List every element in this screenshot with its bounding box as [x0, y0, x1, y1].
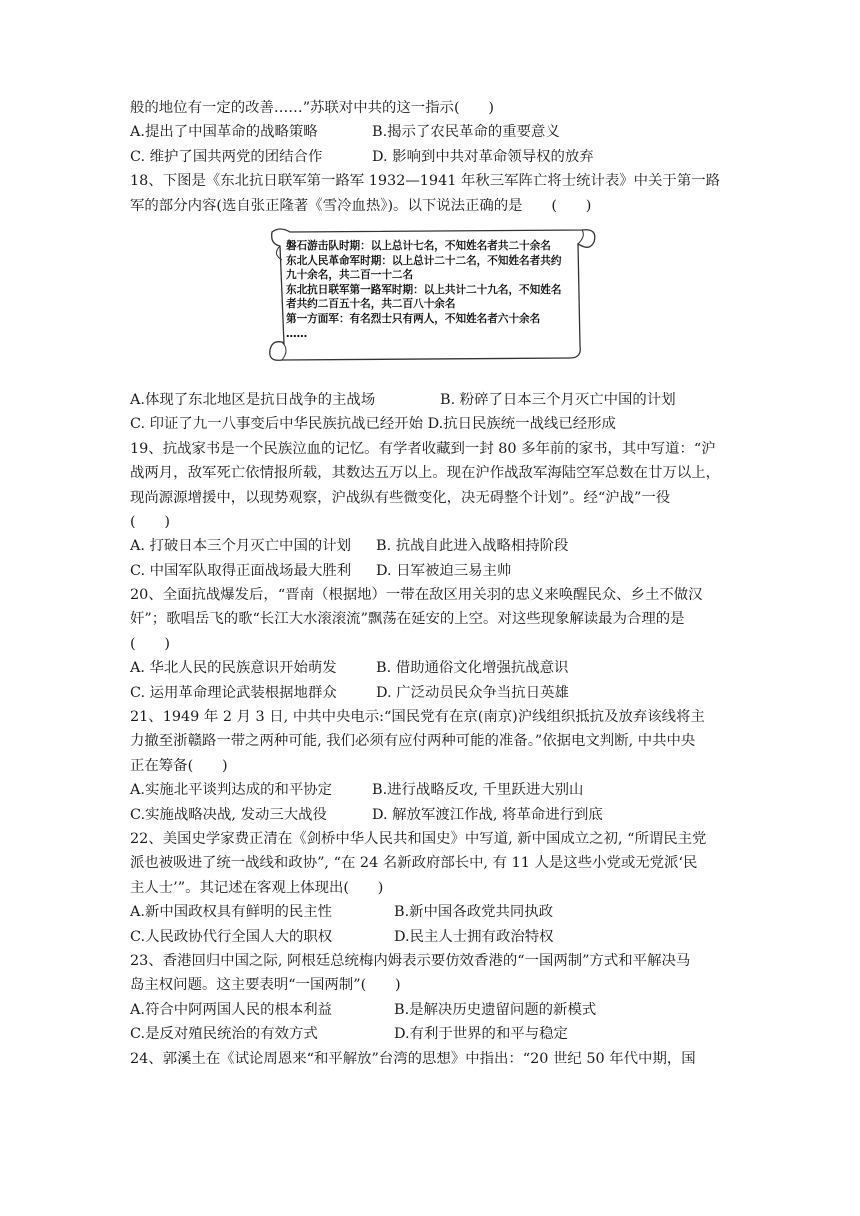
q20-option-d: D. 广泛动员民众争当抗日英雄	[376, 684, 569, 701]
q19-options-row-2	[130, 559, 740, 583]
q21-option-a: A.实施北平谈判达成的和平协定	[130, 782, 333, 799]
q18-options-row-1	[130, 388, 740, 412]
scroll-line: 东北人民革命军时期：以上总计二十二名，不知姓名者共约	[286, 254, 562, 267]
q19-stem-line-3: 现尚源源增援中，以现势观察，沪战纵有些微变化，决无碍整个计划”。经“沪战”一役	[130, 489, 671, 506]
q20-option-a: A. 华北人民的民族意识开始萌发	[130, 660, 337, 677]
q22-option-b: B.新中国各政党共同执政	[394, 904, 554, 921]
q19-stem-line-2: 战两月，敌军死亡依情报所载，其数达五万以上。现在沪作战敌军海陆空军总数在廿万以上，	[130, 465, 721, 482]
q17-option-c: C. 维护了国共两党的团结合作	[130, 148, 323, 165]
q20-stem-line-2: 奸”；歌唱岳飞的歌“长江大水滚滚流”飘荡在延安的上空。对这些现象解读最为合理的是	[130, 611, 685, 628]
q21-stem-line-1: 21、1949 年 2 月 3 日, 中共中央电示:“国民党有在京(南京)沪线组织抵抗及放弃该线将主	[130, 709, 705, 726]
q21-option-c: C.实施战略决战, 发动三大战役	[130, 806, 327, 823]
q22-stem-line-2: 派也被吸进了统一战线和政协”, “在 24 名新政府部长中, 有 11 人是这些小党或无党派‘民	[130, 855, 698, 872]
q23-option-d: D.有利于世界的和平与稳定	[394, 1026, 568, 1043]
q20-options-row-1	[130, 656, 740, 680]
q19-option-a: A. 打破日本三个月灭亡中国的计划	[130, 538, 352, 555]
q17-option-d: D. 影响到中共对革命领导权的放弃	[372, 148, 594, 165]
q18-scroll-figure	[130, 218, 740, 388]
q17-options-row-2	[130, 145, 740, 169]
q19-stem-line-1: 19、抗战家书是一个民族泣血的记忆。有学者收藏到一封 80 多年前的家书，其中写道：“沪	[130, 440, 716, 457]
q22-stem-line-1: 22、美国史学家费正清在《剑桥中华人民共和国史》中写道, 新中国成立之初, “所谓民主党	[130, 830, 707, 847]
q22-option-c: C.人民政协代行全国人大的职权	[130, 928, 333, 945]
q20-stem-line-3: ( )	[130, 635, 171, 652]
exam-page	[130, 96, 740, 1071]
q22-stem-line-3: 主人士’”。其记述在客观上体现出( )	[130, 879, 384, 896]
q18-option-a: A.体现了东北地区是抗日战争的主战场	[130, 391, 376, 408]
scroll-text-block	[286, 239, 616, 341]
q17-option-b: B.揭示了农民革命的重要意义	[372, 124, 560, 141]
q23-options-row-2	[130, 1022, 740, 1046]
q22-option-d: D.民主人士拥有政治特权	[394, 928, 554, 945]
q23-stem-line-1: 23、香港回归中国之际, 阿根廷总统梅内姆表示要仿效香港的“一国两制”方式和平解决马	[130, 952, 691, 969]
q23-option-c: C.是反对殖民统治的有效方式	[130, 1026, 318, 1043]
q20-option-c: C. 运用革命理论武装根据地群众	[130, 684, 337, 701]
q21-options-row-1	[130, 778, 740, 802]
q21-option-d: D. 解放军渡江作战, 将革命进行到底	[372, 806, 603, 823]
scroll-line: 第一方面军：有名烈士只有两人，不知姓名者六十余名	[286, 312, 541, 325]
q17-option-a: A.提出了中国革命的战略策略	[130, 124, 318, 141]
scroll-line: 磐石游击队时期：以上总计七名，不知姓名者共二十余名	[286, 239, 551, 252]
q19-option-d: D. 日军被迫三易主帅	[376, 562, 512, 579]
q21-options-row-2	[130, 803, 740, 827]
q19-option-b: B. 抗战自此进入战略相持阶段	[376, 538, 569, 555]
q21-stem-line-3: 正在筹备( )	[130, 757, 228, 774]
q18-option-b: B. 粉碎了日本三个月灭亡中国的计划	[440, 391, 676, 408]
q22-option-a: A.新中国政权具有鲜明的民主性	[130, 904, 333, 921]
q23-options-row-1	[130, 998, 740, 1022]
scroll-line: ……	[286, 327, 308, 340]
q21-stem-line-2: 力撤至浙赣路一带之两种可能, 我们必须有应付两种可能的准备。”依据电文判断, 中共中央	[130, 733, 696, 750]
q19-option-c: C. 中国军队取得正面战场最大胜利	[130, 562, 352, 579]
q17-stem-tail: 般的地位有一定的改善……”苏联对中共的这一指示( )	[130, 100, 494, 116]
q18-stem-line-1: 18、下图是《东北抗日联军第一路军 1932—1941 年秋三军阵亡将士统计表》中关于第一路	[130, 173, 720, 190]
q22-options-row-1	[130, 900, 740, 924]
q20-option-b: B. 借助通俗文化增强抗战意识	[376, 660, 569, 677]
q20-stem-line-1: 20、全面抗战爆发后，“晋南（根据地）一带在敌区用关羽的忠义来唤醒民众、乡土不做汉	[130, 587, 703, 604]
q22-options-row-2	[130, 925, 740, 949]
q18-options-row-2: C. 印证了九一八事变后中华民族抗战已经开始 D.抗日民族统一战线已经形成	[130, 416, 616, 433]
q20-options-row-2	[130, 681, 740, 705]
q23-stem-line-2: 岛主权问题。这主要表明“一国两制”( )	[130, 977, 401, 994]
q24-stem-line-1: 24、郭溪土在《试论周恩来“和平解放”台湾的思想》中指出：“20 世纪 50 年代中期，国	[130, 1050, 696, 1067]
scroll-line: 九十余名，共二百一十二名	[286, 269, 414, 282]
q23-option-b: B.是解决历史遗留问题的新模式	[394, 1001, 597, 1018]
q23-option-a: A.符合中阿两国人民的根本利益	[130, 1001, 333, 1018]
scroll-line: 东北抗日联军第一路军时期：以上共计二十九名，不知姓名	[286, 283, 562, 296]
q19-stem-line-4: ( )	[130, 513, 171, 530]
q18-stem-line-2: 军的部分内容(选自张正隆著《雪冷血热》)。以下说法正确的是 ( )	[130, 197, 592, 214]
q19-options-row-1	[130, 534, 740, 558]
q17-options-row-1	[130, 120, 740, 144]
scroll-line: 者共约二百五十名，共二百八十余名	[286, 298, 456, 311]
q21-option-b: B.进行战略反攻, 千里跃进大别山	[372, 782, 584, 799]
